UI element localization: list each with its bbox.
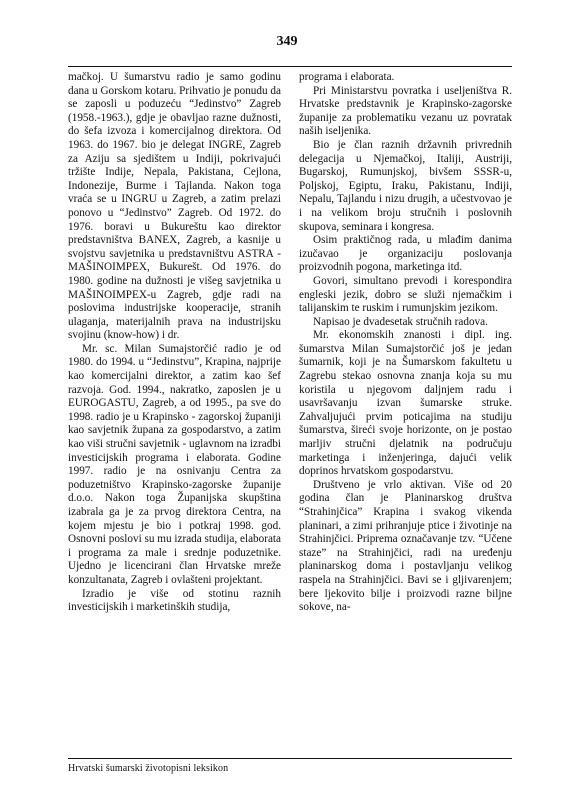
paragraph: Pri Ministarstvu povratka i useljeništva R. Hrvatske predstavnik je Krapinsko-zagorske županije za problematiku vezanu uz povratak naših iseljenika. bbox=[299, 84, 512, 138]
paragraph: Društveno je vrlo aktivan. Više od 20 godina član je Planinarskog društva “Strahinjčica” Krapina i svakog vikenda planinari, a zimi prihranjuje ptice i životinje na Strahinjčici. Pripremа označavanje tzv. “Učene staze” na Strahinjčici, radi na uređenju planinarskog doma i postavljanju velikog raspela na Strahinjčici. Bavi se i gljivarenjem; bere ljekovito bilje i proizvodi razne biljne sokove, na- bbox=[299, 478, 512, 614]
right-column bbox=[299, 71, 512, 615]
paragraph: programa i elaborata. bbox=[299, 71, 395, 83]
top-rule bbox=[68, 66, 512, 67]
paragraph: mačkoj. U šumarstvu radio je samo godinu dana u Gorskom kotaru. Prihvatio je ponudu da se zaposli u poduzeću “Jedinstvo” Zagreb (1958.-1963.), gdje je obavljao razne dužnosti, do šefa izvoza i komercijalnog direktora. Od 1963. do 1967. bio je delegat INGRE, Zagreb za Aziju sa sjedištem u Indiji, pokrivajući tržište Indije, Nepala, Pakistana, Cejlona, Indonezije, Burme i Tajlanda. Nakon toga vraća se u INGRU u Zagreb, a zatim prelazi ponovo u “Jedinstvo” Zagreb. Od 1972. do 1976. boravi u Bukureštu kao direktor predstavništva BANEX, Zagreb, a kasnije u svojstvu savjetnika u predstavništvu ASTRA - MAŠINOIMPEX, Bukurešt. Od 1976. do 1980. godine na dužnosti je višeg savjetnika u MAŠINOIMPEX-u Zagreb, gdje radi na poslovima industrijske kooperacije, stranih ulaganja, materijalnih prava na industrijsku svojinu (know-how) i dr. bbox=[68, 71, 281, 342]
paragraph: Govori, simultano prevodi i korespondira engleski jezik, dobro se služi njemačkim i talijanskim te ruskim i rumunjskim jezikom. bbox=[299, 274, 512, 315]
left-column bbox=[68, 71, 281, 615]
footer-title: Hrvatski šumarski životopisni leksikon bbox=[68, 763, 229, 774]
paragraph: Mr. sc. Milan Sumajstorčić radio je od 1980. do 1994. u “Jedinstvu”, Krapina, najprije kao komercijalni direktor, a zatim kao šef razvoja. God. 1994., nakratko, zaposlen je u EUROGASTU, Zagreb, a od 1995., pa sve do 1998. radio je u Krapinsko - zagorskoj županiji kao savjetnik župana za gospodarstvo, a zatim kao viši stručni savjetnik - uglavnom na izradbi investicijskih programa i elaborata. Godine 1997. radio je na osnivanju Centra za poduzetništvo Krapinsko-zagorske županije d.o.o. Nakon toga Županijska skupština izabrala ga je za prvog direktora Centra, na kojem mjestu je bio i potkraj 1998. god. Osnovni poslovi su mu izrada studija, elaborata i programa za male i srednje poduzetnike. Ujedno je licencirani član Hrvatske mreže konzultanata, Zagreb i ovlašteni projektant. bbox=[68, 342, 281, 586]
paragraph: Osim praktičnog rada, u mlađim danima izučavao je organizaciju poslovanja proizvodnih pogona, marketinga itd. bbox=[299, 234, 512, 274]
paragraph: Napisao je dvadesetak stručnih radova. bbox=[313, 315, 488, 328]
paragraph: Bio je član raznih državnih privrednih delegacija u Njemačkoj, Italiji, Austriji, Bugarskoj, Rumunjskoj, bivšem SSSR-u, Poljskoj, Egiptu, Iraku, Pakistanu, Indiji, Nepalu, Tajlandu i nizu drugih, a učestvovao je i na velikom broju stručnih i poslovnih skupova, seminara i kongresa. bbox=[299, 138, 512, 233]
paragraph: Izradio je više od stotinu raznih investicijskih i marketinških studija, bbox=[68, 587, 281, 614]
bottom-rule bbox=[68, 758, 512, 759]
page-number: 349 bbox=[276, 34, 298, 49]
paragraph: Mr. ekonomskih znanosti i dipl. ing. šumarstva Milan Sumajstorčić još je jedan šumarnik, koji je na Šumarskom fakultetu u Zagrebu stekao osnovna znanja koja su mu koristila u njegovom daljnjem radu i usavršavanju izvan šumarske struke. Zahvaljujući prvim poticajima na studiju šumarstva, šireći svoje horizonte, on je postao marljiv stručni djelatnik na područuju marketinga i inženjeringa, dajući velik doprinos hrvatskom gospodarstvu. bbox=[299, 329, 512, 478]
